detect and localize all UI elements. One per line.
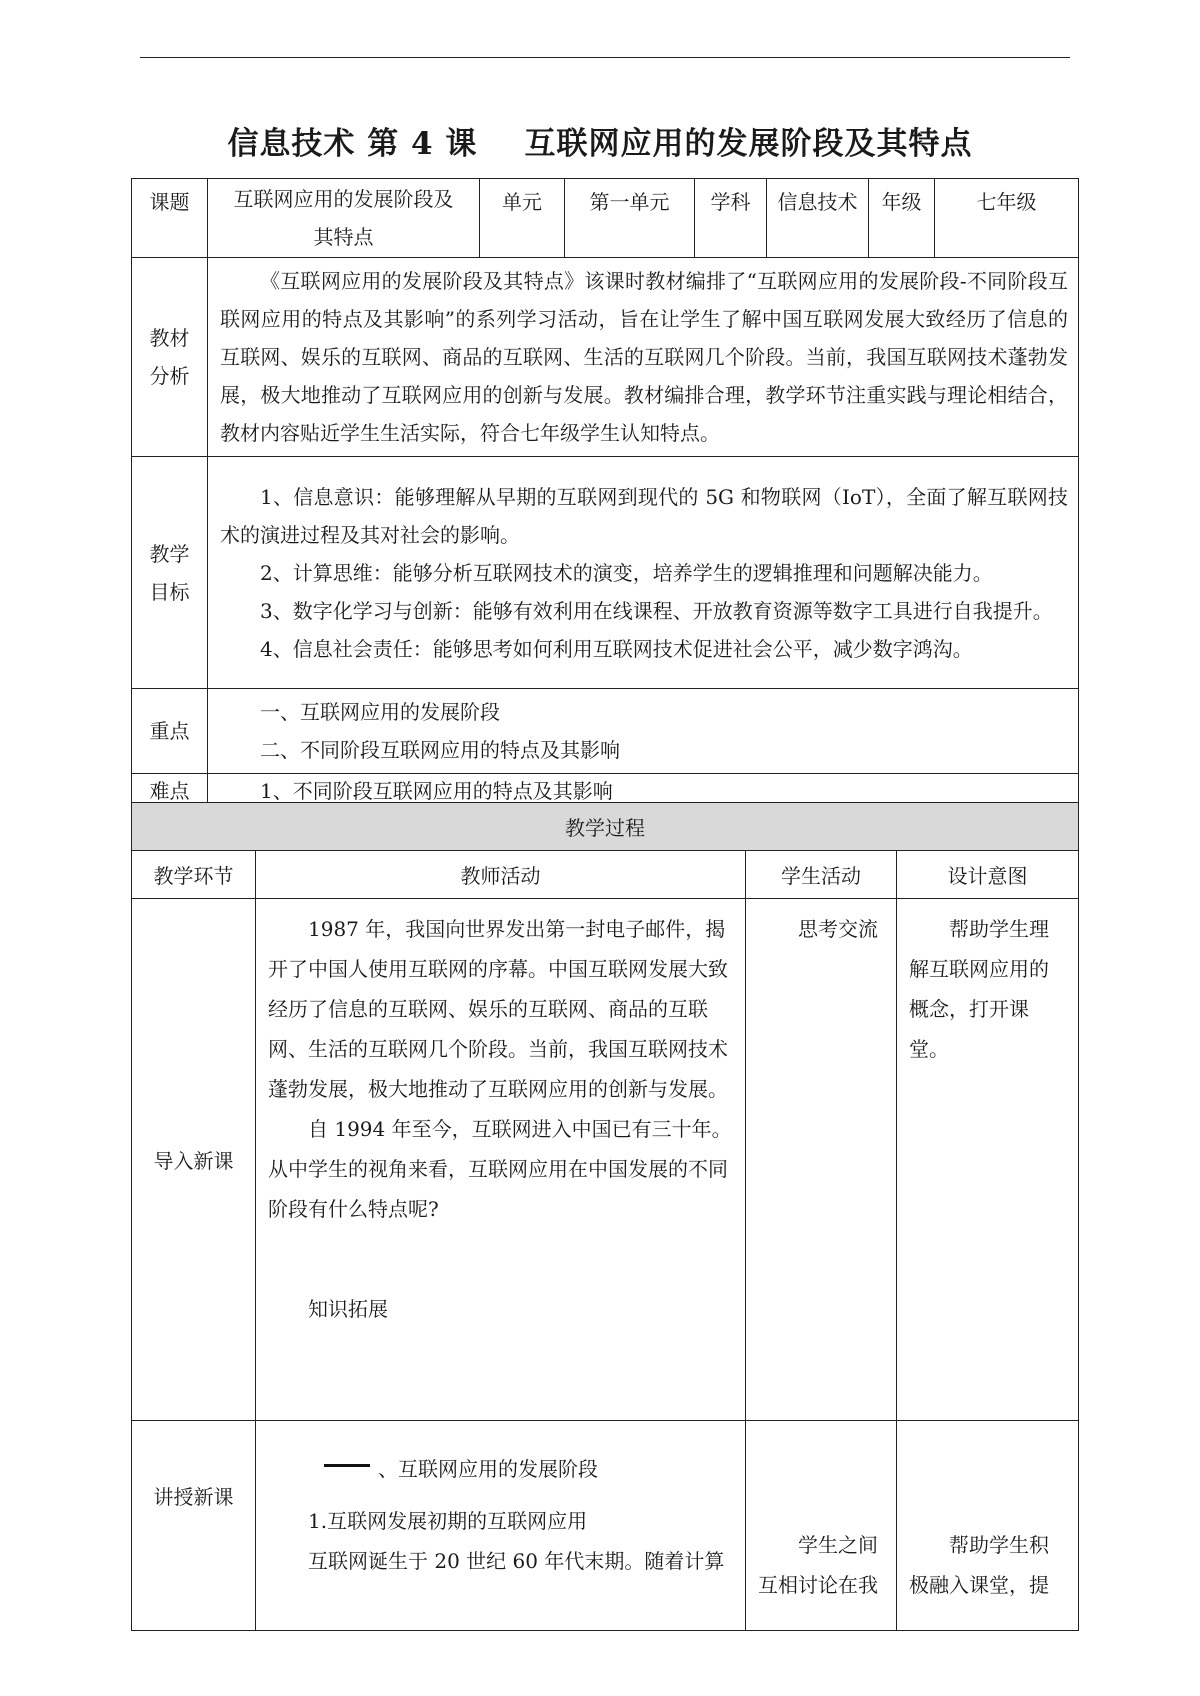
intro-row: [132, 899, 1079, 1421]
goals-row: [132, 457, 1079, 689]
teach-row: [132, 1421, 1079, 1631]
key-row: [132, 689, 1079, 774]
intro-teacher: [256, 899, 746, 1421]
teach-paragraph: 互联网诞生于 20 世纪 60 年代末期。随着计算: [308, 1549, 725, 1573]
process-table: [131, 802, 1079, 1631]
teach-subheading: 1.互联网发展初期的互联网应用: [308, 1509, 588, 1533]
analysis-row: [132, 258, 1079, 457]
teach-intent-text: 帮助学生积极融入课堂，提: [909, 1533, 1049, 1597]
key-item: 二、不同阶段互联网应用的特点及其影响: [260, 738, 620, 762]
topic-label: 课题: [132, 179, 208, 258]
intro-student: [746, 899, 897, 1421]
intro-stage: 导入新课: [132, 899, 256, 1421]
analysis-paragraph: 《互联网应用的发展阶段及其特点》该课时教材编排了“互联网应用的发展阶段-不同阶段互联网应用的特点及其影响”的系列学习活动，旨在让学生了解中国互联网发展大致经历了信息的互联网、娱乐的互联网、商品的互联网、生活的互联网几个阶段。当前，我国互联网技术蓬勃发展，极大地推动了互联网应用的创新与发展。教材编排合理，教学环节注重实践与理论相结合，教材内容贴近学生生活实际，符合七年级学生认知特点。: [220, 269, 1068, 445]
col-intent: 设计意图: [897, 851, 1079, 899]
dash-mark: [324, 1464, 370, 1467]
difficult-paragraph: 1、不同阶段互联网应用的特点及其影响: [260, 778, 613, 803]
difficult-label: 难点: [132, 774, 208, 808]
subject-value: 信息技术: [767, 179, 869, 258]
analysis-label: 教材分析: [132, 258, 208, 457]
header-rule: [140, 57, 1070, 58]
teach-teacher: [256, 1421, 746, 1631]
col-teacher: 教师活动: [256, 851, 746, 899]
page-title: 信息技术 第 4 课 互联网应用的发展阶段及其特点: [227, 126, 973, 162]
lesson-info-table: [131, 178, 1079, 808]
topic-value: 互联网应用的发展阶段及其特点: [208, 179, 480, 258]
intro-intent-text: 帮助学生理解互联网应用的概念，打开课堂。: [909, 917, 1049, 1061]
process-header: 教学过程: [132, 803, 1079, 851]
goal-item: 1、信息意识：能够理解从早期的互联网到现代的 5G 和物联网（IoT），全面了解互联网技术的演进过程及其对社会的影响。: [220, 484, 1068, 547]
process-columns: [132, 851, 1079, 899]
info-row: [132, 179, 1079, 258]
teach-student-text: 学生之间互相讨论在我: [758, 1533, 878, 1597]
teach-heading-line: [268, 1449, 735, 1489]
goal-item: 4、信息社会责任：能够思考如何利用互联网技术促进社会公平，减少数字鸿沟。: [260, 636, 973, 661]
intro-intent: [897, 899, 1079, 1421]
extend-label: 知识拓展: [308, 1297, 388, 1321]
grade-value: 七年级: [935, 179, 1079, 258]
intro-paragraph: 1987 年，我国向世界发出第一封电子邮件，揭开了中国人使用互联网的序幕。中国互联网发展大致经历了信息的互联网、娱乐的互联网、商品的互联网、生活的互联网几个阶段。当前，我国互联网技术蓬勃发展，极大地推动了互联网应用的创新与发展。: [268, 917, 728, 1101]
goal-item: 3、数字化学习与创新：能够有效利用在线课程、开放教育资源等数字工具进行自我提升。: [260, 598, 1053, 623]
teach-heading: 、互联网应用的发展阶段: [378, 1457, 598, 1481]
grade-label: 年级: [869, 179, 935, 258]
analysis-text: [208, 258, 1079, 457]
teach-student: [746, 1421, 897, 1631]
intro-paragraph: 自 1994 年至今，互联网进入中国已有三十年。从中学生的视角来看，互联网应用在中国发展的不同阶段有什么特点呢?: [268, 1117, 732, 1221]
col-stage: 教学环节: [132, 851, 256, 899]
key-item: 一、互联网应用的发展阶段: [260, 700, 500, 724]
teach-intent: [897, 1421, 1079, 1631]
teach-stage: 讲授新课: [132, 1421, 256, 1631]
goals-list: [208, 457, 1079, 689]
goals-label: 教学目标: [132, 457, 208, 689]
col-student: 学生活动: [746, 851, 897, 899]
unit-value: 第一单元: [565, 179, 695, 258]
key-list: [208, 689, 1079, 774]
key-label: 重点: [132, 689, 208, 774]
subject-label: 学科: [695, 179, 767, 258]
intro-student-text: 思考交流: [798, 917, 878, 941]
goal-item: 2、计算思维：能够分析互联网技术的演变，培养学生的逻辑推理和问题解决能力。: [260, 560, 993, 585]
unit-label: 单元: [480, 179, 565, 258]
